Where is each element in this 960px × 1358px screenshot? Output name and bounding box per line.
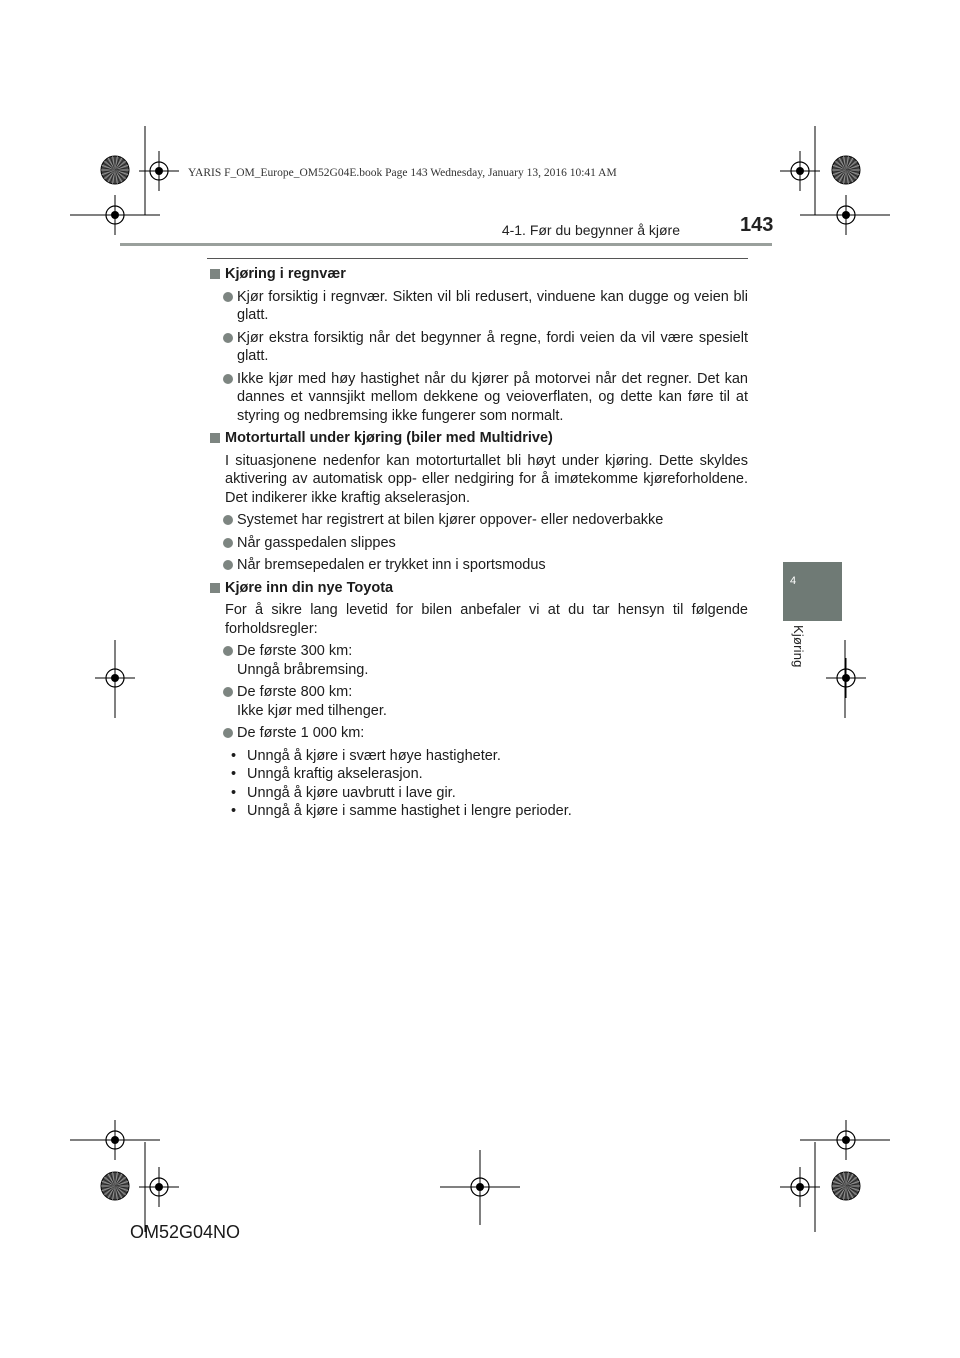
circle-bullet-icon — [223, 515, 233, 525]
section-intro: I situasjonene nedenfor kan motorturtallet bli høyt under kjøring. Dette skyldes aktivering av automatisk opp- eller nedgiring for å imøtekomme kjøreforholdene. Det indikerer ikke kraftig akselerasjon. — [225, 452, 748, 506]
list-item: Systemet har registrert at bilen kjører oppover- eller nedoverbakke — [222, 511, 748, 530]
section-intro: For å sikre lang levetid for bilen anbefaler vi at du tar hensyn til følgende forholdsregler: — [225, 602, 748, 637]
square-bullet-icon — [210, 583, 220, 593]
circle-bullet-icon — [223, 538, 233, 548]
circle-bullet-icon — [223, 374, 233, 384]
rosette-mark-top-right — [831, 155, 861, 185]
section-heading: Motorturtall under kjøring (biler med Multidrive) — [207, 429, 748, 448]
section-heading: Kjøring i regnvær — [207, 265, 748, 284]
sub-list-item: • Unngå å kjøre i svært høye hastigheter. — [231, 747, 501, 764]
section-heading: Kjøre inn din nye Toyota — [207, 579, 748, 598]
page-content — [207, 265, 748, 821]
sub-list-item: • Unngå å kjøre i samme hastighet i lengre perioder. — [231, 803, 572, 819]
sub-list-item: • Unngå å kjøre uavbrutt i lave gir. — [231, 784, 456, 801]
list-item: De første 300 km: Unngå bråbremsing. — [222, 642, 748, 679]
list-item: Når gasspedalen slippes — [222, 534, 748, 553]
rosette-mark-bottom-left — [100, 1171, 130, 1201]
list-item: De første 800 km: Ikke kjør med tilhenger. — [222, 683, 748, 720]
sub-list-item: • Unngå kraftig akselerasjon. — [231, 766, 423, 782]
list-item: Ikke kjør med høy hastighet når du kjører på motorvei når det regner. Det kan dannes et vannsjikt mellom dekkene og veioverflaten, og dette kan føre til at styring og nedbremsing ikke fungerer som normalt. — [222, 370, 748, 426]
circle-bullet-icon — [223, 292, 233, 302]
circle-bullet-icon — [223, 560, 233, 570]
rosette-mark-bottom-right — [831, 1171, 861, 1201]
circle-bullet-icon — [223, 687, 233, 697]
chapter-label: Kjøring — [791, 625, 806, 668]
page-number: 143 — [740, 214, 774, 236]
circle-bullet-icon — [223, 728, 233, 738]
document-code: OM52G04NO — [130, 1222, 241, 1242]
chapter-number: 4 — [789, 575, 797, 587]
list-item: Kjør forsiktig i regnvær. Sikten vil bli redusert, vinduene kan dugge og veien bli glatt. — [222, 288, 748, 325]
list-item: Kjør ekstra forsiktig når det begynner å regne, fordi veien da vil være spesielt glatt. — [222, 329, 748, 366]
chapter-tab — [783, 562, 842, 621]
book-info: YARIS F_OM_Europe_OM52G04E.book Page 143 Wednesday, January 13, 2016 10:41 AM — [188, 167, 617, 179]
rosette-mark-top-left — [100, 155, 130, 185]
circle-bullet-icon — [223, 646, 233, 656]
section-title: 4-1. Før du begynner å kjøre — [501, 222, 680, 238]
square-bullet-icon — [210, 433, 220, 443]
list-item: De første 1 000 km: — [222, 724, 748, 743]
list-item: Når bremsepedalen er trykket inn i sportsmodus — [222, 556, 748, 575]
circle-bullet-icon — [223, 333, 233, 343]
sub-list — [229, 747, 748, 821]
header-rule — [120, 243, 772, 246]
content-rule — [207, 258, 748, 259]
square-bullet-icon — [210, 269, 220, 279]
